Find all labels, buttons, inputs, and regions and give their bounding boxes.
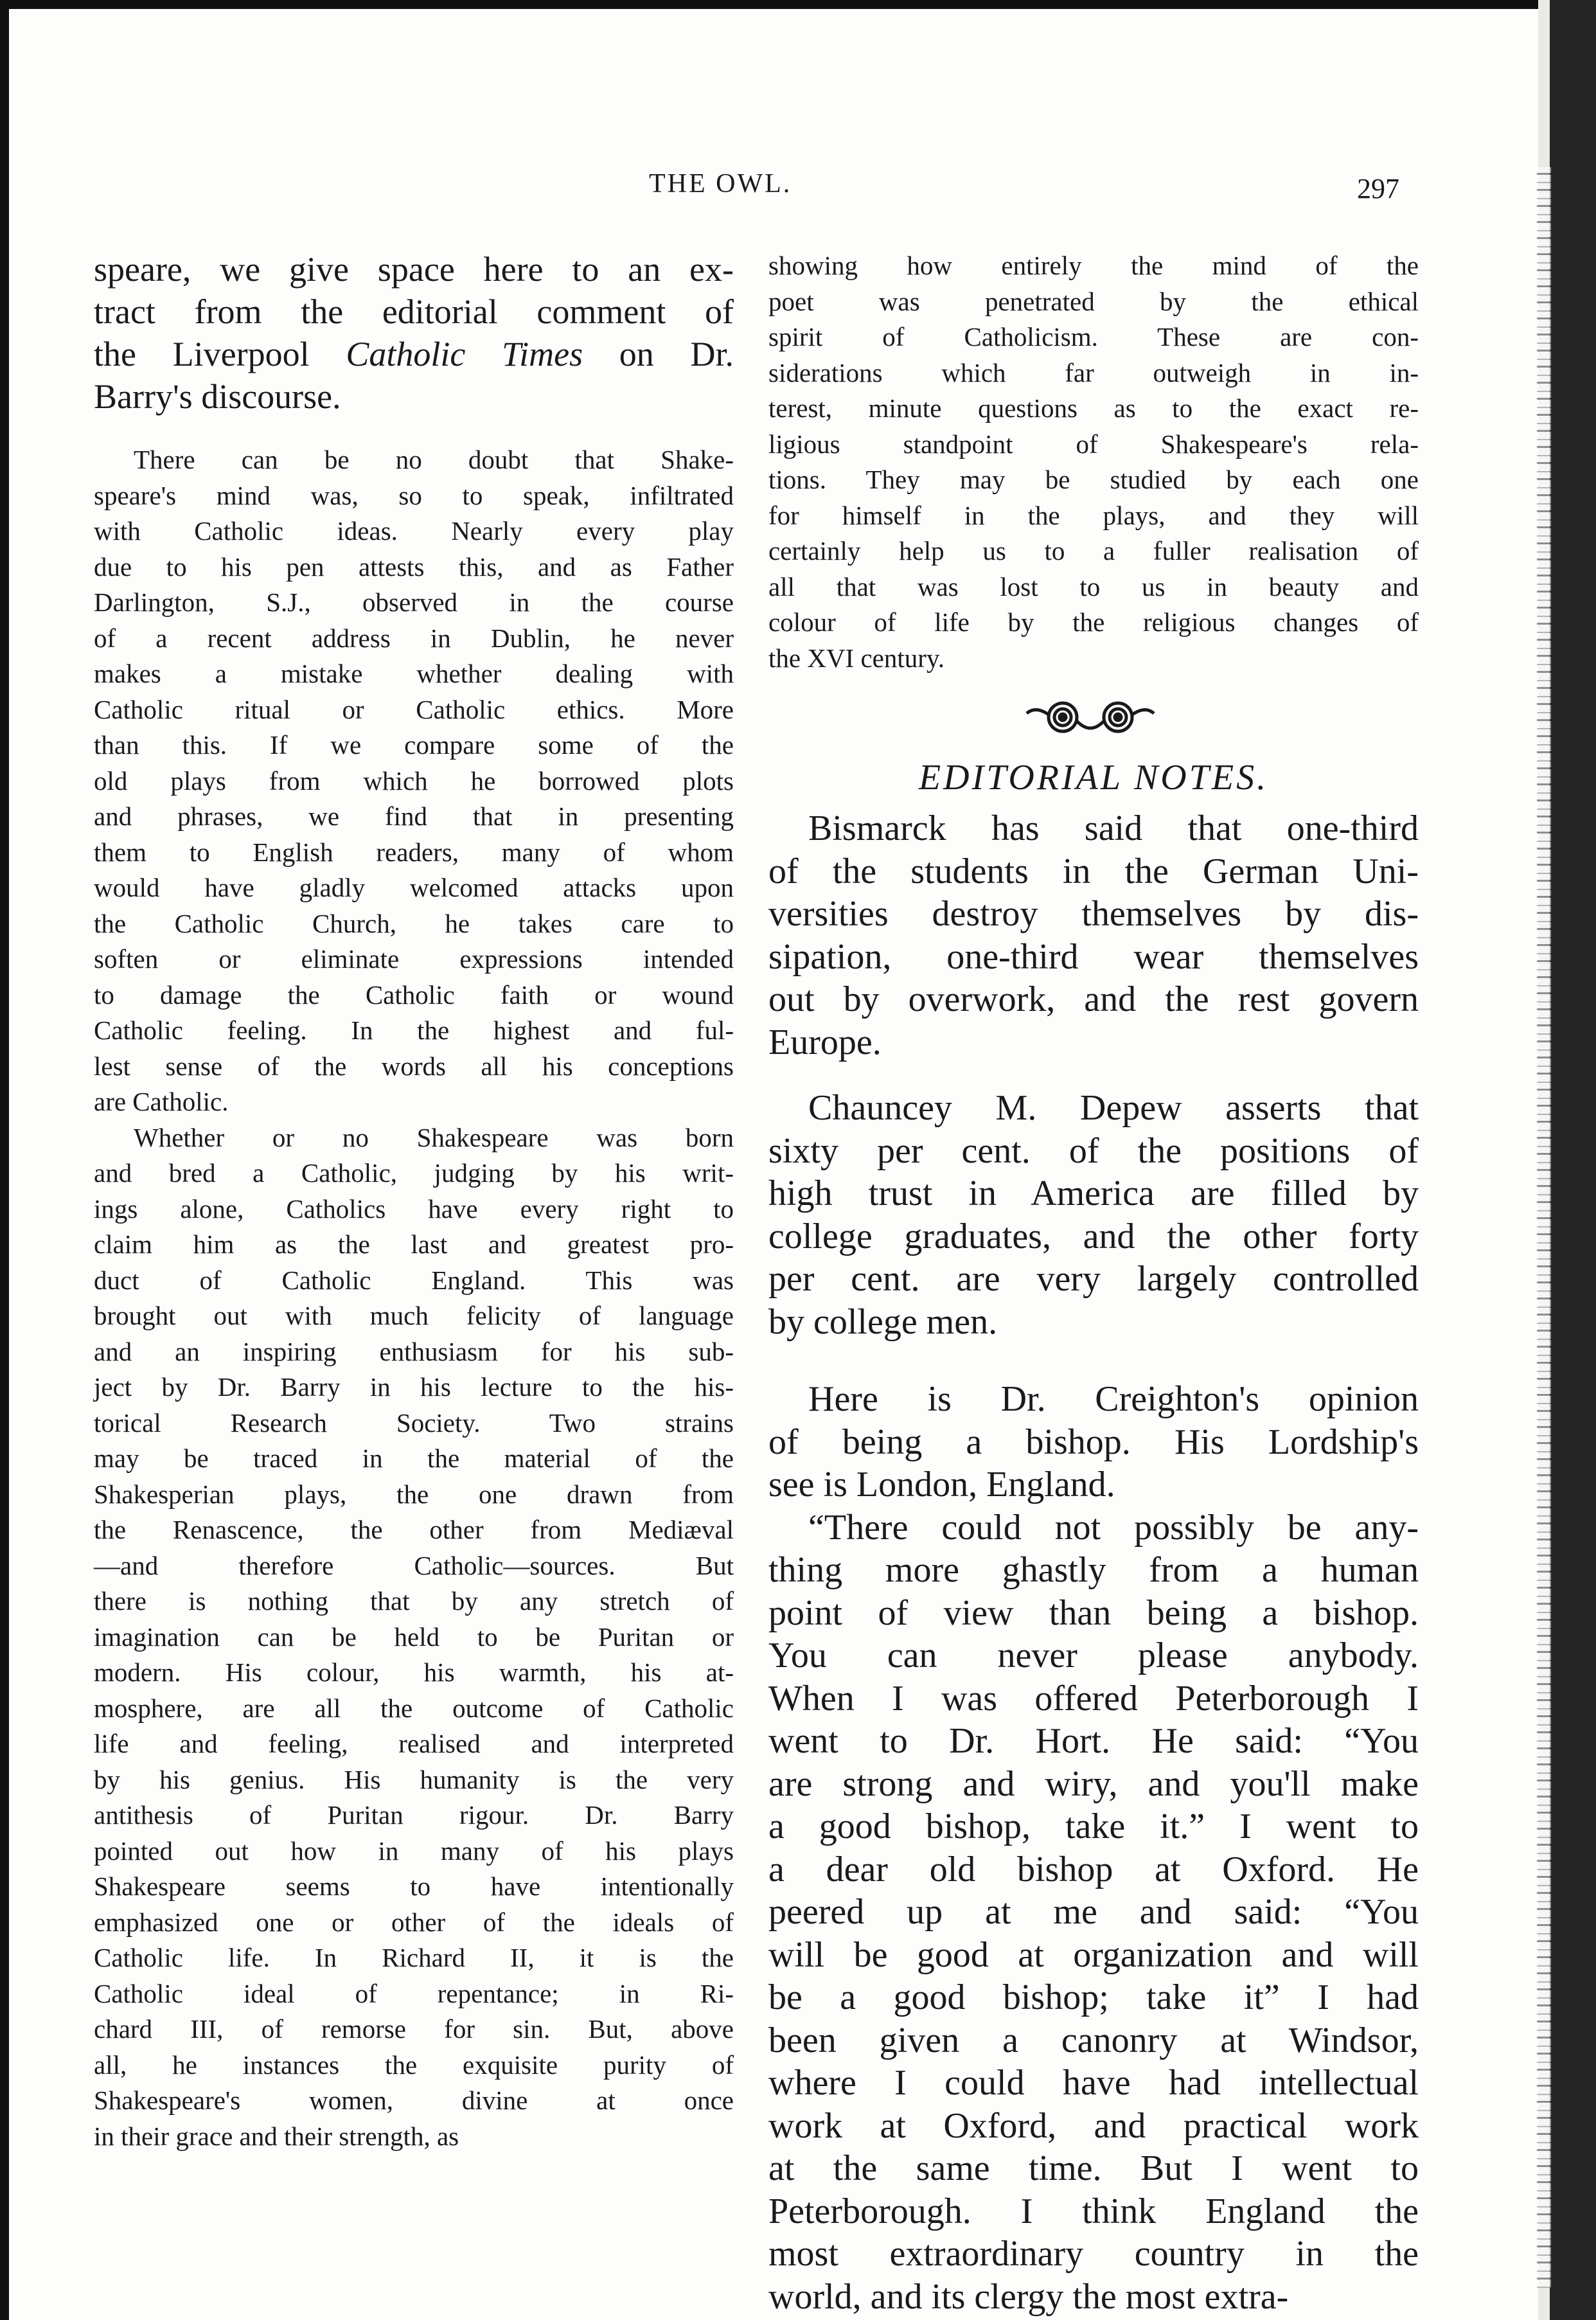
text-line: them to English readers, many of whom: [94, 837, 734, 867]
text-line: Catholic life. In Richard II, it is the: [94, 1943, 734, 1972]
text-line: sixty per cent. of the positions of: [768, 1130, 1419, 1171]
text-line: versities destroy themselves by dis-: [768, 894, 1419, 934]
text-line: would have gladly welcomed attacks upon: [94, 873, 734, 902]
text-line: of a recent address in Dublin, he never: [94, 623, 734, 653]
text-line: mosphere, are all the outcome of Catholic: [94, 1693, 734, 1723]
text-line: makes a mistake whether dealing with: [94, 659, 734, 688]
section-title: EDITORIAL NOTES.: [918, 758, 1269, 798]
text-line: by his genius. His humanity is the very: [94, 1764, 734, 1794]
text-line: —and therefore Catholic—sources. But: [94, 1550, 734, 1580]
text-line: Whether or no Shakespeare was born: [134, 1122, 734, 1152]
text-line: siderations which far outweigh in in-: [768, 357, 1419, 388]
text-line: see is London, England.: [768, 1465, 1115, 1504]
text-line: Shakespeare's women, divine at once: [94, 2085, 734, 2115]
text-line: imagination can be held to be Puritan or: [94, 1621, 734, 1652]
text-line: will be good at organization and will: [768, 1934, 1419, 1975]
text-line: Catholic ideal of repentance; in Ri-: [94, 1978, 734, 2008]
scan-top-border: [9, 0, 1538, 9]
text-line: due to his pen attests this, and as Father: [94, 551, 734, 582]
text-line: Barry's discourse.: [94, 377, 341, 416]
text-line: been given a canonry at Windsor,: [768, 2020, 1419, 2060]
text-line: claim him as the last and greatest pro-: [94, 1229, 734, 1259]
text-line: There can be no doubt that Shake-: [134, 445, 734, 474]
text-line: where I could have had intellectual: [768, 2063, 1419, 2103]
quote-paragraph: [94, 442, 734, 1120]
text-line: to damage the Catholic faith or wound: [94, 979, 734, 1010]
text-line: out by overwork, and the rest govern: [768, 979, 1419, 1019]
text-line: all that was lost to us in beauty and: [768, 571, 1419, 602]
text-line: When I was offered Peterborough I: [768, 1678, 1419, 1718]
text-line: Shakespeare seems to have intentionally: [94, 1871, 734, 1901]
text-line: terest, minute questions as to the exact re-: [768, 393, 1419, 423]
text-line: speare, we give space here to an ex-: [94, 250, 734, 289]
text-line: and bred a Catholic, judging by his writ-: [94, 1158, 734, 1188]
editorial-note: [768, 1378, 1419, 2318]
text-line: Bismarck has said that one-third: [808, 808, 1419, 848]
text-line: Here is Dr. Creighton's opinion: [808, 1379, 1419, 1419]
text-line: tract from the editorial comment of: [94, 292, 734, 331]
text-line: brought out with much felicity of language: [94, 1301, 734, 1330]
text-line: with Catholic ideas. Nearly every play: [94, 516, 734, 546]
text-line: for himself in the plays, and they will: [768, 500, 1419, 530]
text-line: soften or eliminate expressions intended: [94, 944, 734, 974]
text-line: tions. They may be studied by each one: [768, 465, 1419, 494]
running-head: THE OWL.: [649, 169, 792, 199]
text-line: torical Research Society. Two strains: [94, 1407, 734, 1438]
text-line: a good bishop, take it.” I went to: [768, 1807, 1419, 1846]
text-line: You can never please anybody.: [768, 1636, 1419, 1675]
text-line: Catholic feeling. In the highest and ful-: [94, 1015, 734, 1045]
text-line: point of view than being a bishop.: [768, 1593, 1419, 1633]
text-line: colour of life by the religious changes of: [768, 607, 1419, 637]
text-line: be a good bishop; take it” I had: [768, 1977, 1419, 2017]
text-line: may be traced in the material of the: [94, 1443, 734, 1473]
text-line: pointed out how in many of his plays: [94, 1835, 734, 1866]
text-line: old plays from which he borrowed plots: [94, 765, 734, 796]
scroll-flourish-icon: [1023, 695, 1158, 740]
page-number: 297: [1357, 173, 1399, 204]
right-column: [768, 248, 1419, 2318]
text-line: went to Dr. Hort. He said: “You: [768, 1721, 1419, 1761]
lead-paragraph: [94, 248, 734, 418]
text-line: speare's mind was, so to speak, infiltrated: [94, 480, 734, 510]
quote-paragraph: [768, 248, 1419, 676]
text-line: per cent. are very largely controlled: [768, 1259, 1419, 1299]
text-line: “There could not possibly be any-: [808, 1507, 1419, 1548]
text-line: poet was penetrated by the ethical: [768, 286, 1419, 316]
text-line: Peterborough. I think England the: [768, 2191, 1419, 2231]
text-line: in their grace and their strength, as: [94, 2121, 459, 2151]
text-line: a dear old bishop at Oxford. He: [768, 1849, 1419, 1889]
text-line: than this. If we compare some of the: [94, 730, 734, 760]
text-line: showing how entirely the mind of the: [768, 251, 1419, 280]
text-line: of the students in the German Uni-: [768, 851, 1419, 891]
text-line: and phrases, we find that in presenting: [94, 801, 734, 831]
text-line: Chauncey M. Depew asserts that: [808, 1088, 1419, 1128]
text-line: antithesis of Puritan rigour. Dr. Barry: [94, 1800, 734, 1830]
text-line: are Catholic.: [94, 1087, 229, 1116]
text-line: ings alone, Catholics have every right to: [94, 1193, 734, 1224]
text-line: ject by Dr. Barry in his lecture to the his-: [94, 1372, 734, 1402]
text-line: ligious standpoint of Shakespeare's rela-: [768, 429, 1419, 459]
text-line: Shakesperian plays, the one drawn from: [94, 1479, 734, 1509]
text-line: the Catholic Church, he takes care to: [94, 908, 734, 938]
text-line: certainly help us to a fuller realisation of: [768, 536, 1419, 566]
ornament: [768, 690, 1419, 749]
scan-left-border: [0, 0, 9, 2320]
newspaper-title: Catholic Times: [346, 335, 583, 373]
text-line: at the same time. But I went to: [768, 2148, 1419, 2188]
text-line: the Liverpool Catholic Times on Dr.: [94, 335, 734, 373]
text-line: peered up at me and said: “You: [768, 1892, 1419, 1932]
text-line: most extraordinary country in the: [768, 2234, 1419, 2274]
text-line: spirit of Catholicism. These are con-: [768, 322, 1419, 352]
editorial-note: [768, 807, 1419, 1064]
text-line: world, and its clergy the most extra-: [768, 2276, 1289, 2317]
text-line: thing more ghastly from a human: [768, 1550, 1419, 1590]
text-line: there is nothing that by any stretch of: [94, 1586, 734, 1616]
text-line: emphasized one or other of the ideals of: [94, 1907, 734, 1937]
scan-right-border: [1550, 0, 1596, 2320]
text-line: sipation, one-third wear themselves: [768, 936, 1419, 977]
quote-paragraph: [94, 1120, 734, 2155]
text-line: life and feeling, realised and interpreted: [94, 1729, 734, 1758]
text-line: high trust in America are filled by: [768, 1173, 1419, 1213]
text-line: Catholic ritual or Catholic ethics. More: [94, 694, 734, 724]
text-line: work at Oxford, and practical work: [768, 2105, 1419, 2146]
text-line: lest sense of the words all his conceptions: [94, 1051, 734, 1081]
text-line: of being a bishop. His Lordship's: [768, 1422, 1419, 1462]
text-line: the XVI century.: [768, 643, 944, 673]
scan-right-noise: [1537, 167, 1551, 2288]
text-line: and an inspiring enthusiasm for his sub-: [94, 1336, 734, 1366]
text-line: modern. His colour, his warmth, his at-: [94, 1657, 734, 1687]
text-line: chard III, of remorse for sin. But, above: [94, 2014, 734, 2044]
text-line: duct of Catholic England. This was: [94, 1265, 734, 1295]
text-line: Darlington, S.J., observed in the course: [94, 587, 734, 617]
left-column: [94, 248, 734, 2154]
text-line: are strong and wiry, and you'll make: [768, 1763, 1419, 1804]
text-line: by college men.: [768, 1301, 998, 1342]
editorial-note: [768, 1087, 1419, 1343]
text-line: college graduates, and the other forty: [768, 1216, 1419, 1256]
text-line: all, he instances the exquisite purity of: [94, 2049, 734, 2080]
text-line: Europe.: [768, 1022, 882, 1062]
text-line: the Renascence, the other from Mediæval: [94, 1515, 734, 1544]
